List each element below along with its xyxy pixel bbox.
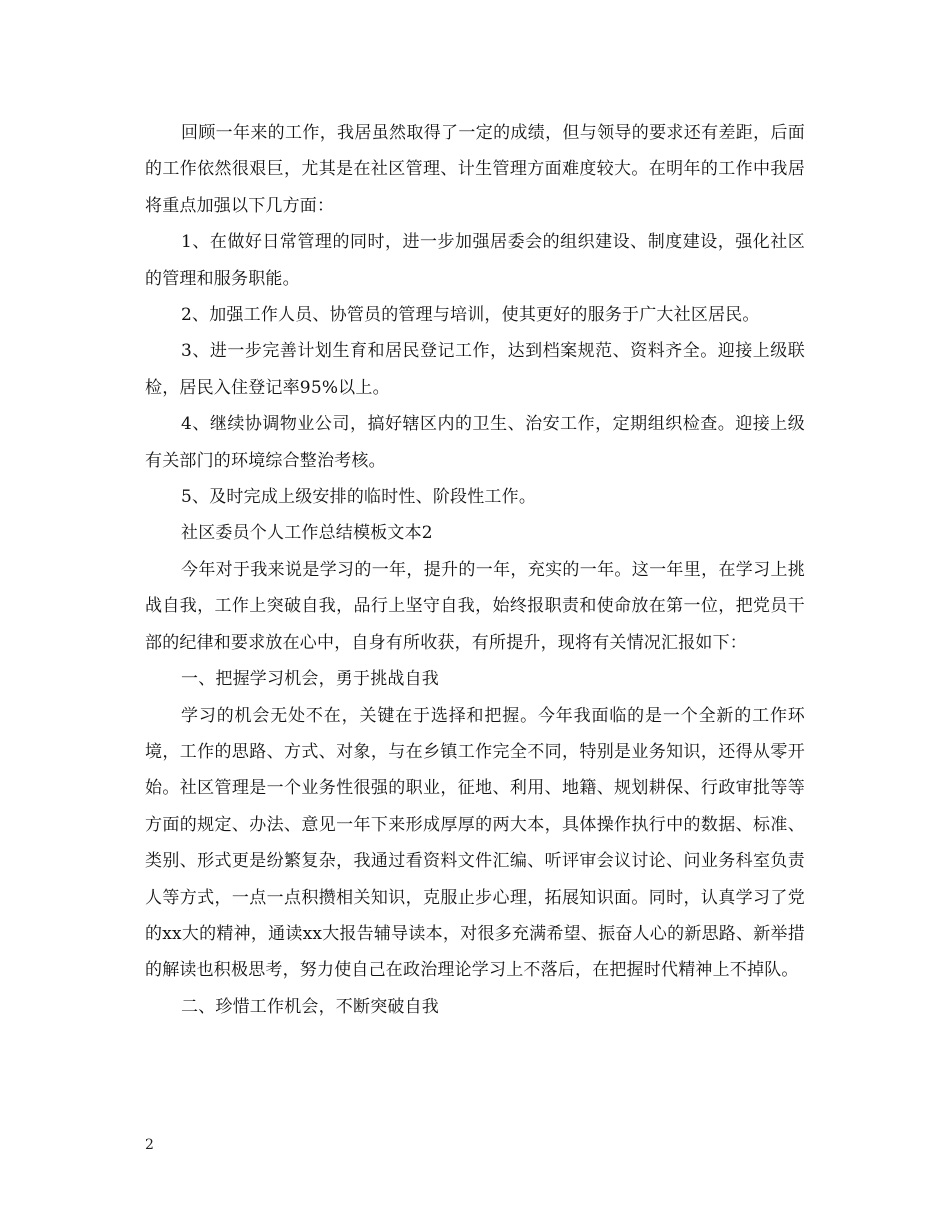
paragraph-review-intro: 回顾一年来的工作，我居虽然取得了一定的成绩，但与领导的要求还有差距，后面的工作依然很艰巨，尤其是在社区管理、计生管理方面难度较大。在明年的工作中我居将重点加强以下几方面： (145, 123, 805, 216)
paragraph-item-4: 4、继续协调物业公司，搞好辖区内的卫生、治安工作，定期组织检查。迎接上级有关部门的环境综合整治考核。 (145, 414, 805, 471)
paragraph-item-2: 2、加强工作人员、协管员的管理与培训，使其更好的服务于广大社区居民。 (181, 305, 760, 326)
paragraph-year-summary: 今年对于我来说是学习的一年，提升的一年，充实的一年。这一年里，在学习上挑战自我，工作上突破自我，品行上坚守自我，始终报职责和使命放在第一位，把党员干部的纪律和要求放在心中，自身有所收获，有所提升，现将有关情况汇报如下： (145, 559, 805, 653)
page-number: 2 (145, 1137, 154, 1153)
paragraph-item-3: 3、进一步完善计划生育和居民登记工作，达到档案规范、资料齐全。迎接上级联检，居民入住登记率95%以上。 (145, 341, 805, 398)
heading-learning-opportunity: 一、把握学习机会，勇于挑战自我 (181, 669, 439, 690)
paragraph-learning-details: 学习的机会无处不在，关键在于选择和把握。今年我面临的是一个全新的工作环境，工作的思路、方式、对象，与在乡镇工作完全不同，特别是业务知识，还得从零开始。社区管理是一个业务性很强的职业，征地、利用、地籍、规划耕保、行政审批等等方面的规定、办法、意见一年下来形成厚厚的两大本，具体操作执行中的数据、标准、类别、形式更是纷繁复杂，我通过看资料文件汇编、听评审会议讨论、问业务科室负责人等方式，一点一点积攒相关知识，克服止步心理，拓展知识面。同时，认真学习了党的xx大的精神，通读xx大报告辅导读本，对很多充满希望、振奋人心的新思路、新举措的解读也积极思考，努力使自己在政治理论学习上不落后，在把握时代精神上不掉队。 (145, 705, 805, 981)
paragraph-item-1: 1、在做好日常管理的同时，进一步加强居委会的组织建设、制度建设，强化社区的管理和服务职能。 (145, 232, 805, 289)
paragraph-item-5: 5、及时完成上级安排的临时性、阶段性工作。 (181, 487, 537, 508)
heading-work-opportunity: 二、珍惜工作机会，不断突破自我 (181, 996, 439, 1017)
document-body (145, 115, 805, 1025)
section-title-template-2: 社区委员个人工作总结模板文本2 (181, 523, 433, 544)
